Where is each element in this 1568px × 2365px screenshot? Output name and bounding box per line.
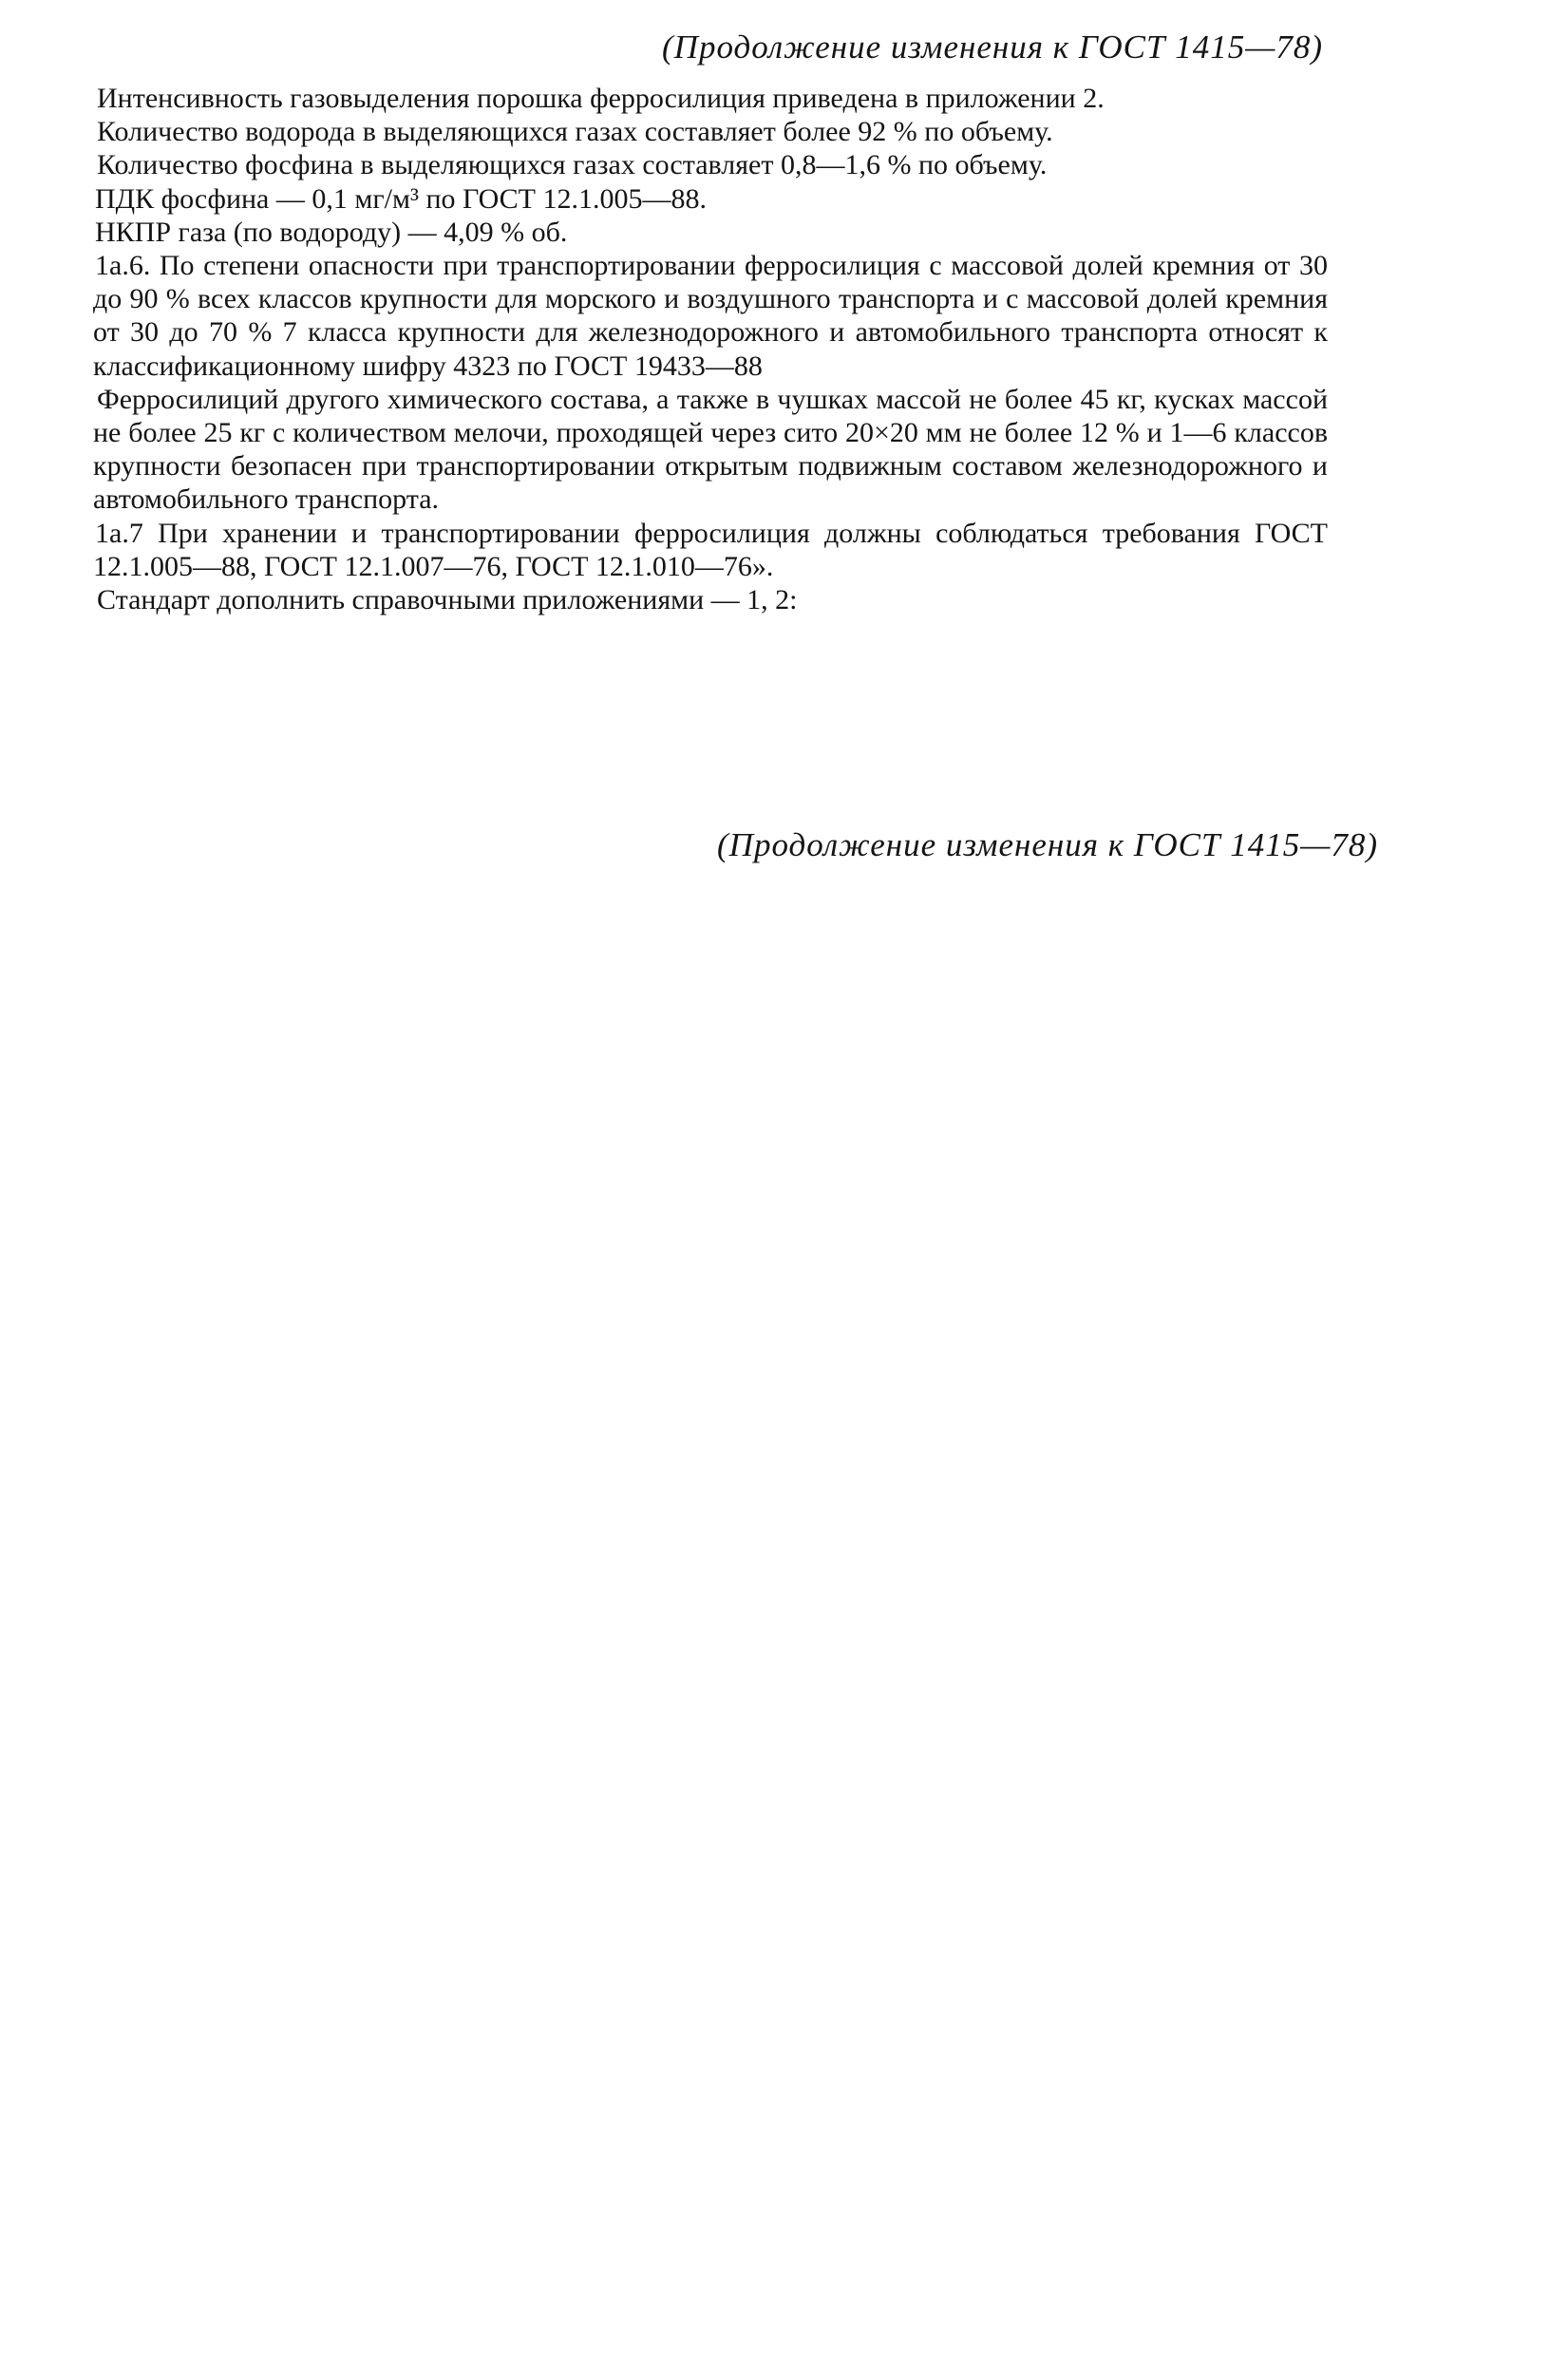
paragraph-1a7-storage: 1а.7 При хранении и транспортировании ферросилиция должны соблюдаться требования ГОСТ 12.1.005—88, ГОСТ 12.1.007—76, ГОСТ 12.1.010—76».: [93, 517, 1335, 582]
document-body: [93, 82, 1335, 616]
paragraph-phosphine-pdk: ПДК фосфина — 0,1 мг/м³ по ГОСТ 12.1.005—88.: [95, 182, 707, 215]
paragraph-1a6-hazard-class: 1а.6. По степени опасности при транспортировании ферросилиция с массовой долей кремния от 30 до 90 % всех классов крупности для морского и воздушного транспорта и с массовой долей кремния от 30 до 70 % 7 класса крупности для железнодорожного и автомобильного транспорта относят к классификационному шифру 4323 по ГОСТ 19433—88: [93, 250, 1335, 382]
paragraph-hydrogen-content: Количество водорода в выделяющихся газах составляет более 92 % по объему.: [97, 116, 1053, 148]
section-header-continuation: (Продолжение изменения к ГОСТ 1415—78): [717, 826, 1378, 863]
paragraph-gas-intensity: Интенсивность газовыделения порошка ферросилиция приведена в приложении 2.: [97, 83, 1105, 114]
paragraph-other-composition: Ферросилиций другого химического состава, а также в чушках массой не более 45 кг, кусках массой не более 25 кг с количеством мелочи, проходящей через сито 20×20 мм не более 12 % и 1—6 классов крупности безопасен при транспортировании открытым подвижным составом железнодорожного и автомобильного транспорта.: [93, 383, 1335, 516]
paragraph-phosphine-content: Количество фосфина в выделяющихся газах составляет 0,8—1,6 % по объему.: [97, 149, 1048, 181]
paragraph-appendices: Стандарт дополнить справочными приложениями — 1, 2:: [97, 584, 798, 616]
paragraph-nkpr: НКПР газа (по водороду) — 4,09 % об.: [95, 216, 568, 248]
page-header-continuation: (Продолжение изменения к ГОСТ 1415—78): [662, 28, 1323, 66]
